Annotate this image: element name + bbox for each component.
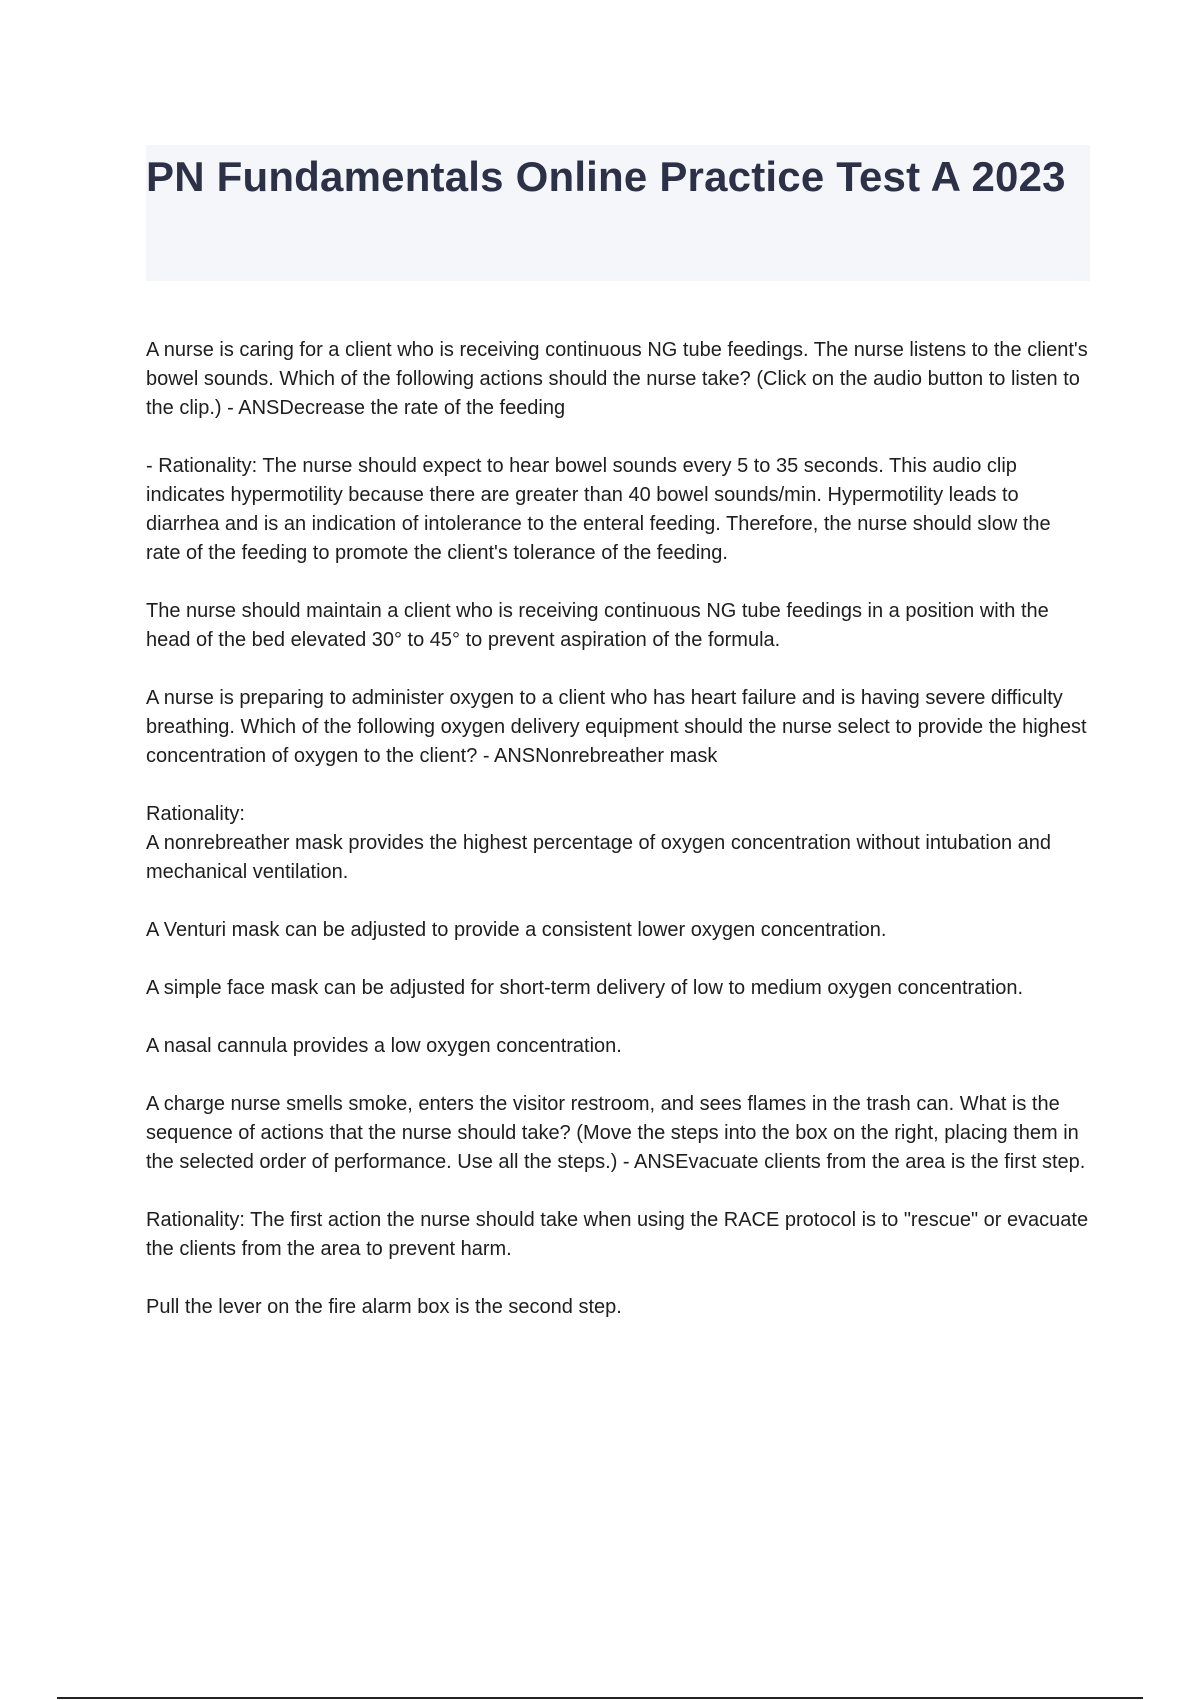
- question-3-second-step: Pull the lever on the fire alarm box is the second step.: [146, 1296, 622, 1318]
- page-divider: [57, 1697, 1143, 1699]
- question-1-rationale: - Rationality: The nurse should expect to hear bowel sounds every 5 to 35 seconds. This audio clip indicates hypermotility because there are greater than 40 bowel sounds/min. Hypermotility leads to diarrhea and is an indication of intolerance to the enteral feeding. Therefore, the nurse should slow the rate of the feeding to promote the client's tolerance of the feeding.: [146, 455, 1051, 564]
- question-2-rationale: Rationality: A nonrebreather mask provides the highest percentage of oxygen concentration without intubation and mechanical ventilation.: [146, 803, 1052, 883]
- question-1-note: The nurse should maintain a client who is receiving continuous NG tube feedings in a position with the head of the bed elevated 30° to 45° to prevent aspiration of the formula.: [146, 600, 1049, 651]
- question-1-text: A nurse is caring for a client who is receiving continuous NG tube feedings. The nurse listens to the client's bowel sounds. Which of the following actions should the nurse take? (Click on the audio button to listen to the clip.) - ANSDecrease the rate of the feeding: [146, 339, 1088, 419]
- question-3-rationale: Rationality: The first action the nurse should take when using the RACE protocol is to "rescue" or evacuate the clients from the area to prevent harm.: [146, 1209, 1089, 1260]
- question-2-note-face-mask: A simple face mask can be adjusted for short-term delivery of low to medium oxygen concentration.: [146, 977, 1024, 999]
- document-body: [146, 336, 1090, 1351]
- question-2-note-venturi: A Venturi mask can be adjusted to provide a consistent lower oxygen concentration.: [146, 919, 887, 941]
- title-banner: [146, 145, 1090, 281]
- question-3-text: A charge nurse smells smoke, enters the visitor restroom, and sees flames in the trash can. What is the sequence of actions that the nurse should take? (Move the steps into the box on the right, placing them in the selected order of performance. Use all the steps.) - ANSEvacuate clients from the area is the first step.: [146, 1093, 1086, 1173]
- question-2-note-nasal-cannula: A nasal cannula provides a low oxygen concentration.: [146, 1035, 622, 1057]
- question-2-text: A nurse is preparing to administer oxygen to a client who has heart failure and is having severe difficulty breathing. Which of the following oxygen delivery equipment should the nurse select to provide the highest concentration of oxygen to the client? - ANSNonrebreather mask: [146, 687, 1087, 767]
- document-title: PN Fundamentals Online Practice Test A 2023: [146, 153, 1066, 200]
